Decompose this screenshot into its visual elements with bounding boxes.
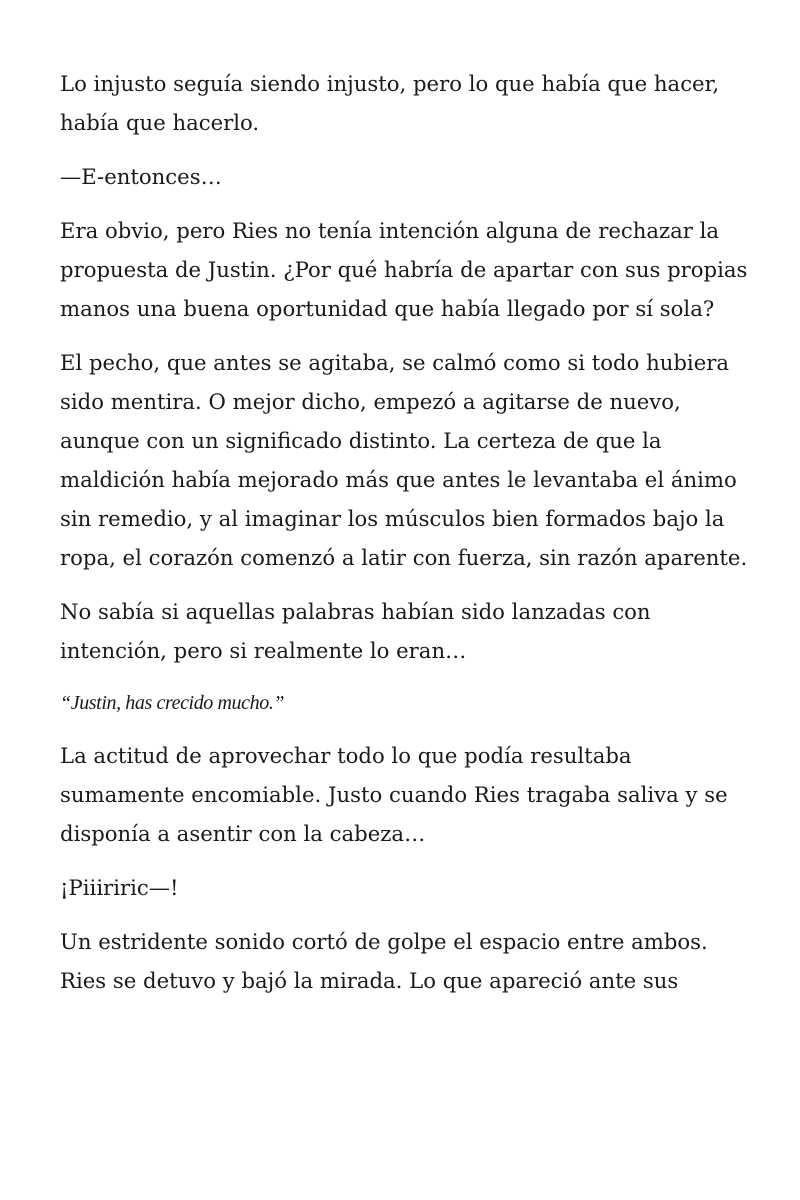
paragraph: Un estridente sonido cortó de golpe el espacio entre ambos. Ries se detuvo y bajó la mirada. Lo que apareció ante sus xyxy=(60,929,708,993)
italic-quote: “Justin, has crecido mucho.” xyxy=(60,692,285,714)
paragraph: No sabía si aquellas palabras habían sido lanzadas con intención, pero si realmente lo eran… xyxy=(60,599,651,663)
dialogue-line: —E-entonces… xyxy=(60,164,222,189)
sound-effect: ¡Piiiriric—! xyxy=(60,875,179,900)
paragraph: El pecho, que antes se agitaba, se calmó como si todo hubiera sido mentira. O mejor dicho, empezó a agitarse de nuevo, aunque con un significado distinto. La certeza de que la maldición había mejorado más que antes le levantaba el ánimo sin remedio, y al imaginar los músculos bien formados bajo la ropa, el corazón comenzó a latir con fuerza, sin razón aparente. xyxy=(60,350,748,570)
paragraph: Lo injusto seguía siendo injusto, pero lo que había que hacer, había que hacerlo. xyxy=(60,71,720,135)
paragraph: Era obvio, pero Ries no tenía intención alguna de rechazar la propuesta de Justin. ¿Por qué habría de apartar con sus propias manos una buena oportunidad que había llegado por sí sola? xyxy=(60,218,748,321)
book-page xyxy=(60,64,750,1015)
paragraph: La actitud de aprovechar todo lo que podía resultaba sumamente encomiable. Justo cuando Ries tragaba saliva y se disponía a asentir con la cabeza… xyxy=(60,743,728,846)
